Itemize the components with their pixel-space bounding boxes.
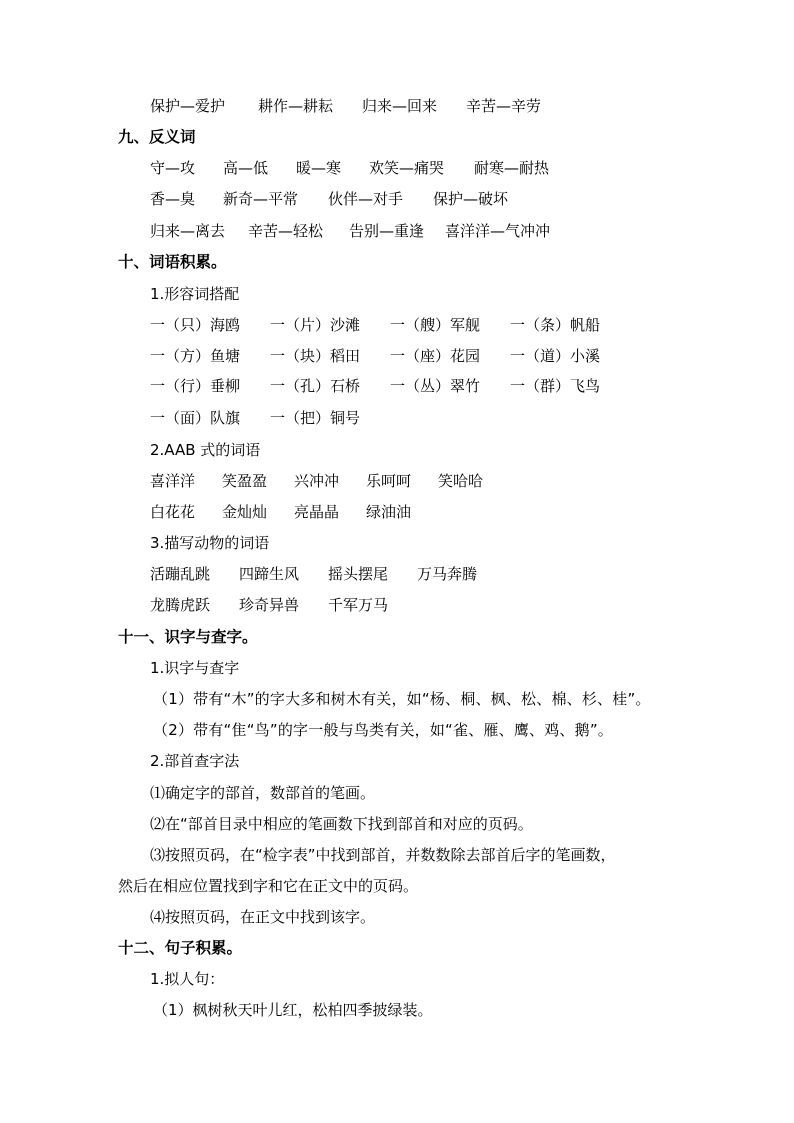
subheading: 2.AAB 式的词语 [150,441,261,459]
step-continuation: 然后在相应位置找到字和它在正文中的页码。 [118,877,419,895]
measure-phrase: 一（座）花园 [390,347,481,365]
aab-word-row [150,471,483,491]
word-pair: 新奇—平常 [223,190,299,208]
word-pair: 归来—离去 [150,222,226,240]
antonym-row [150,221,550,241]
subheading: 1.形容词搭配 [150,285,240,303]
word-pair: 告别—重逢 [349,222,425,240]
word-pair: 喜洋洋—气冲冲 [445,222,551,240]
antonym-row [150,158,549,178]
subheading: 2.部首查字法 [150,752,240,770]
word-pair: 欢笑—痛哭 [369,159,445,177]
word-pair: 香—臭 [150,190,196,208]
paragraph: （1）带有“木”的字大多和树木有关，如“杨、桐、枫、松、棉、杉、桂”。 [153,690,651,708]
measure-word-row [150,315,600,335]
measure-word-row [150,408,360,428]
synonym-row [150,96,541,116]
aab-word: 白花花 [150,503,196,521]
word-pair: 暖—寒 [296,159,342,177]
measure-phrase: 一（面）队旗 [150,409,241,427]
measure-phrase: 一（孔）石桥 [270,377,361,395]
section-heading-antonyms: 九、反义词 [118,128,196,146]
aab-word: 笑盈盈 [222,472,268,490]
idiom: 龙腾虎跃 [150,596,211,614]
idiom: 摇头摆尾 [328,565,389,583]
word-pair: 守—攻 [150,159,196,177]
step: ⑶按照页码，在“检字表”中找到部首，并数数除去部首后字的笔画数， [150,846,616,864]
section-heading-vocabulary: 十、词语积累。 [118,253,227,271]
paragraph: （1）枫树秋天叶儿红，松柏四季披绿装。 [153,1001,433,1019]
measure-phrase: 一（只）海鸥 [150,316,241,334]
word-pair: 保护—爱护 [150,97,226,115]
section-heading-sentences: 十二、句子积累。 [118,939,243,957]
word-pair: 归来—回来 [362,97,438,115]
word-pair: 保护—破坏 [433,190,509,208]
subheading: 3.描写动物的词语 [150,534,270,552]
measure-phrase: 一（条）帆船 [510,316,601,334]
measure-phrase: 一（方）鱼塘 [150,347,241,365]
paragraph: （2）带有“隹“鸟”的字一般与鸟类有关，如“雀、雁、鹰、鸡、鹅”。 [153,721,614,739]
word-pair: 耕作—耕耘 [258,97,334,115]
aab-word: 亮晶晶 [294,503,340,521]
animal-word-row [150,564,477,584]
step: ⑴确定字的部首，数部首的笔画。 [150,784,376,802]
measure-phrase: 一（片）沙滩 [270,316,361,334]
word-pair: 辛苦—辛劳 [466,97,542,115]
idiom: 珍奇异兽 [239,596,300,614]
measure-phrase: 一（把）铜号 [270,409,361,427]
step: ⑷按照页码，在正文中找到该字。 [150,908,376,926]
antonym-row [150,189,508,209]
word-pair: 耐寒—耐热 [474,159,550,177]
aab-word: 兴冲冲 [294,472,340,490]
subheading: 1.识字与查字 [150,659,240,677]
subheading: 1.拟人句： [150,970,225,988]
measure-word-row [150,346,600,366]
measure-phrase: 一（群）飞鸟 [510,377,601,395]
measure-phrase: 一（块）稻田 [270,347,361,365]
word-pair: 高—低 [223,159,269,177]
measure-phrase: 一（丛）翠竹 [390,377,481,395]
animal-word-row [150,595,388,615]
aab-word: 金灿灿 [222,503,268,521]
idiom: 活蹦乱跳 [150,565,211,583]
section-heading-characters: 十一、识字与查字。 [118,628,258,646]
aab-word: 喜洋洋 [150,472,196,490]
step: ⑵在“部首目录中相应的笔画数下找到部首和对应的页码。 [150,815,533,833]
aab-word-row [150,502,411,522]
measure-word-row [150,376,600,396]
measure-phrase: 一（行）垂柳 [150,377,241,395]
word-pair: 辛苦—轻松 [248,222,324,240]
idiom: 万马奔腾 [417,565,478,583]
idiom: 四蹄生风 [239,565,300,583]
word-pair: 伙伴—对手 [328,190,404,208]
measure-phrase: 一（道）小溪 [510,347,601,365]
measure-phrase: 一（艘）军舰 [390,316,481,334]
aab-word: 绿油油 [366,503,412,521]
aab-word: 乐呵呵 [366,472,412,490]
aab-word: 笑哈哈 [438,472,484,490]
idiom: 千军万马 [328,596,389,614]
